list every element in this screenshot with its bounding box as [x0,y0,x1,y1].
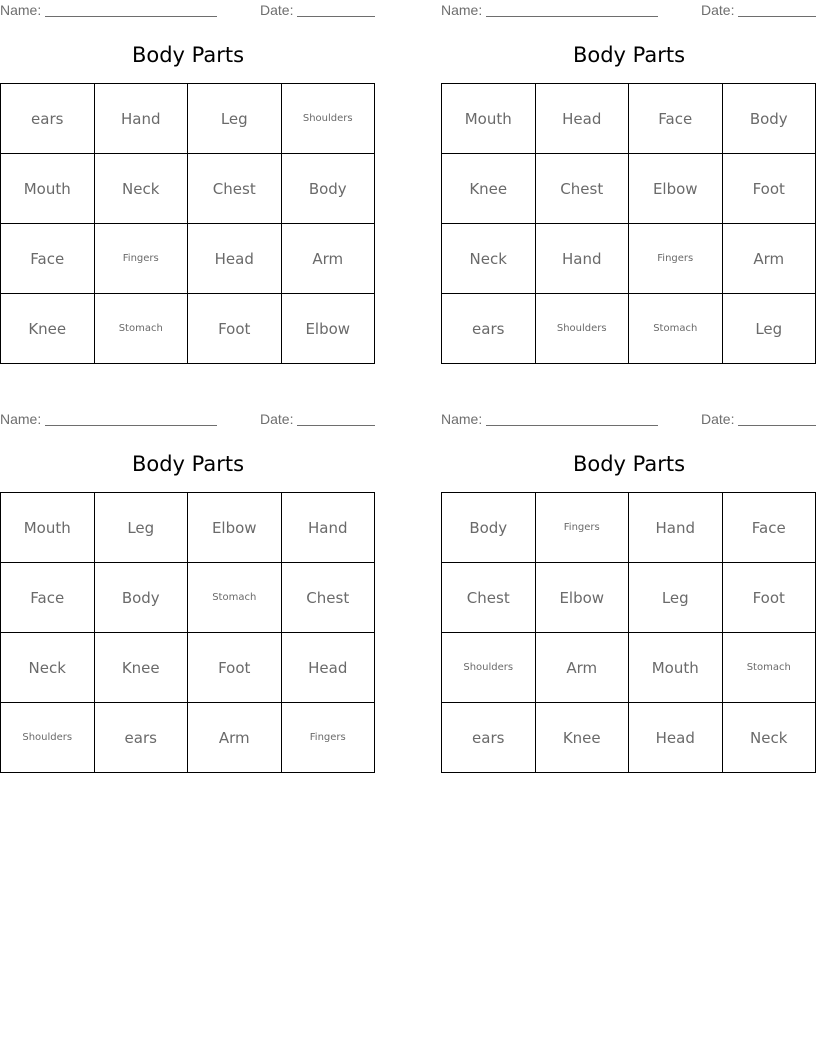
bingo-cell: Hand [95,84,189,154]
bingo-cell: Mouth [1,493,95,563]
bingo-cell: Fingers [282,703,376,773]
bingo-cell: Arm [536,633,630,703]
bingo-cell: Neck [442,224,536,294]
card-header [0,2,376,20]
name-field[interactable] [486,425,658,426]
date-label: Date: [260,411,294,427]
bingo-cell: Shoulders [536,294,630,364]
bingo-cell: Leg [723,294,816,364]
bingo-cell: Mouth [1,154,95,224]
bingo-cell: Body [442,493,536,563]
name-field[interactable] [45,16,217,17]
bingo-cell: Knee [536,703,630,773]
bingo-cell: ears [442,703,536,773]
bingo-cell: Chest [442,563,536,633]
bingo-cell: Stomach [723,633,816,703]
bingo-cell: Hand [282,493,376,563]
bingo-cell: Neck [95,154,189,224]
bingo-cell: Foot [188,294,282,364]
bingo-cell: Shoulders [282,84,376,154]
bingo-cell: Elbow [536,563,630,633]
card-header [441,411,816,429]
bingo-cell: Head [188,224,282,294]
bingo-cell: ears [1,84,95,154]
bingo-cell: Arm [188,703,282,773]
bingo-cell: Elbow [282,294,376,364]
date-label: Date: [701,411,735,427]
date-field[interactable] [738,425,816,426]
bingo-cell: Leg [95,493,189,563]
bingo-cell: Face [1,563,95,633]
bingo-cell: Foot [188,633,282,703]
bingo-cell: Neck [723,703,816,773]
name-field[interactable] [486,16,658,17]
bingo-cell: Knee [442,154,536,224]
bingo-cell: Knee [1,294,95,364]
date-field[interactable] [738,16,816,17]
bingo-card-3 [0,409,376,784]
bingo-cell: Face [723,493,816,563]
name-label: Name: [0,411,42,427]
bingo-card-1 [0,0,376,375]
card-header [441,2,816,20]
name-field[interactable] [45,425,217,426]
bingo-cell: Knee [95,633,189,703]
name-label: Name: [0,2,42,18]
bingo-cell: Fingers [95,224,189,294]
bingo-cell: Face [1,224,95,294]
bingo-cell: Foot [723,563,816,633]
name-label: Name: [441,411,483,427]
bingo-cell: Head [282,633,376,703]
bingo-cell: Hand [536,224,630,294]
bingo-cell: Neck [1,633,95,703]
bingo-cell: Body [282,154,376,224]
bingo-cell: Fingers [536,493,630,563]
bingo-cell: Chest [536,154,630,224]
card-title: Body Parts [131,43,245,67]
bingo-cell: Elbow [629,154,723,224]
bingo-cell: Leg [629,563,723,633]
card-header [0,411,376,429]
card-title: Body Parts [572,43,686,67]
bingo-cell: Leg [188,84,282,154]
bingo-cell: Shoulders [1,703,95,773]
bingo-cell: Shoulders [442,633,536,703]
bingo-cell: Mouth [442,84,536,154]
bingo-cell: ears [95,703,189,773]
bingo-cell: Mouth [629,633,723,703]
bingo-card-2 [441,0,816,375]
date-field[interactable] [297,16,375,17]
bingo-cell: Body [95,563,189,633]
bingo-cell: Arm [723,224,816,294]
date-field[interactable] [297,425,375,426]
bingo-cell: Chest [282,563,376,633]
bingo-cell: Elbow [188,493,282,563]
date-label: Date: [701,2,735,18]
bingo-cell: Body [723,84,816,154]
bingo-cell: Arm [282,224,376,294]
bingo-cell: Fingers [629,224,723,294]
bingo-cell: ears [442,294,536,364]
bingo-card-4 [441,409,816,784]
bingo-cell: Head [629,703,723,773]
bingo-grid [441,83,816,364]
bingo-grid [0,492,375,773]
bingo-cell: Head [536,84,630,154]
bingo-cell: Hand [629,493,723,563]
bingo-grid [441,492,816,773]
name-label: Name: [441,2,483,18]
bingo-cell: Stomach [629,294,723,364]
bingo-cell: Foot [723,154,816,224]
bingo-grid [0,83,375,364]
card-title: Body Parts [131,452,245,476]
bingo-cell: Face [629,84,723,154]
card-title: Body Parts [572,452,686,476]
date-label: Date: [260,2,294,18]
bingo-cell: Stomach [188,563,282,633]
bingo-cell: Stomach [95,294,189,364]
bingo-cell: Chest [188,154,282,224]
